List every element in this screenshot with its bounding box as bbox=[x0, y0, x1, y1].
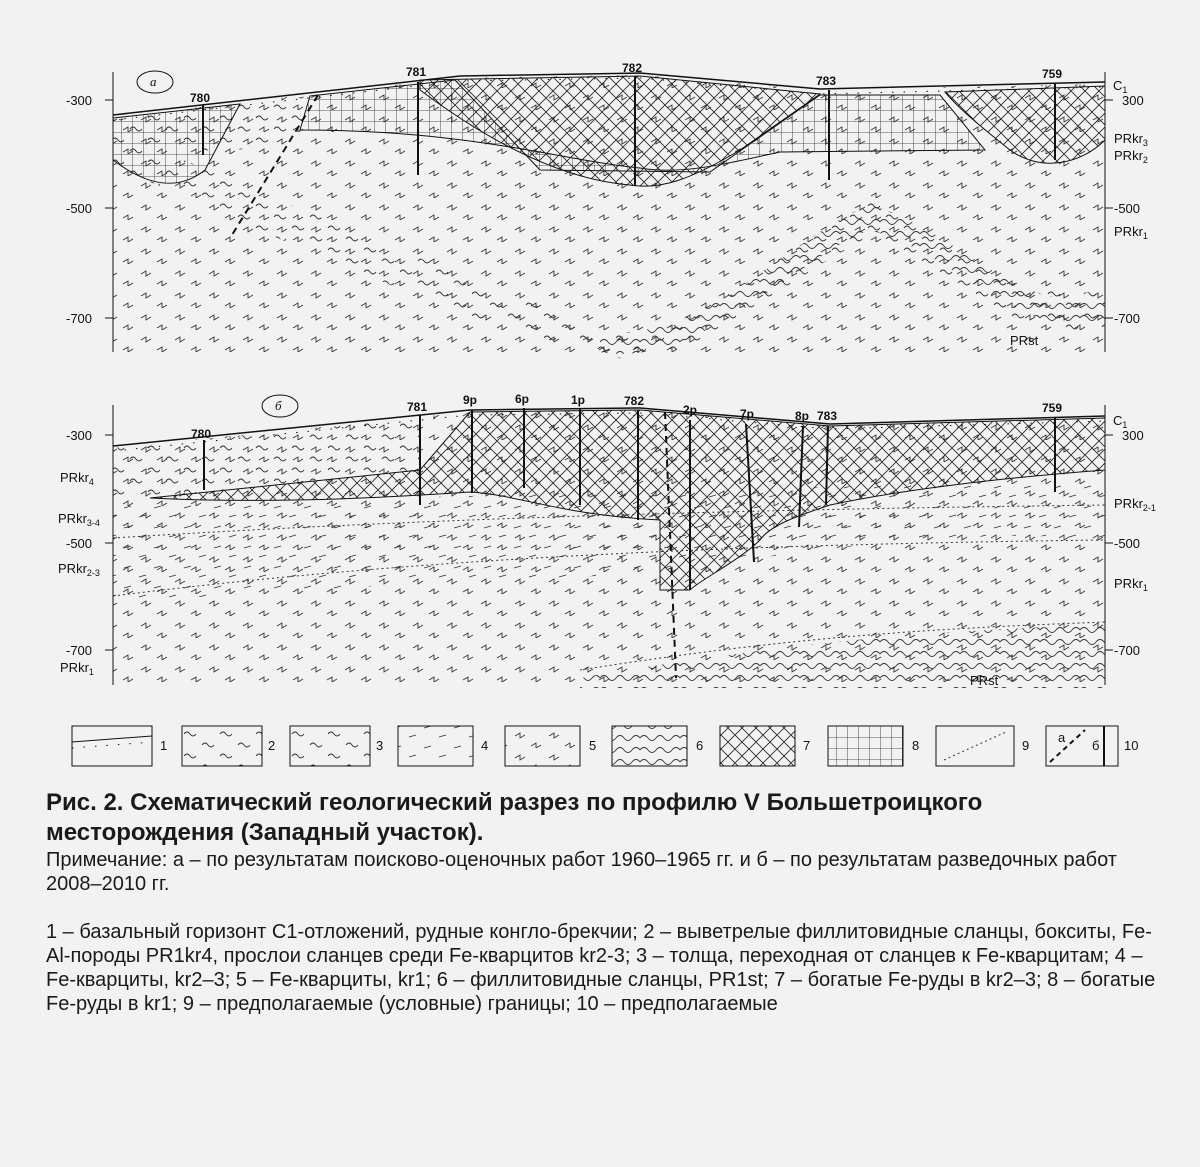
panel-a-well-label: 780 bbox=[190, 91, 211, 105]
panel-a-depth-right: -500 bbox=[1114, 201, 1141, 216]
panel-a-depth-left: -500 bbox=[66, 201, 93, 216]
svg-text:9: 9 bbox=[1022, 738, 1030, 753]
panel-a-unit-c1: $C_1$ bbox=[1113, 78, 1128, 95]
panel-a-depth-left: -700 bbox=[66, 311, 93, 326]
legend-item-3 bbox=[290, 726, 383, 766]
panel-b-well-label: 783 bbox=[817, 409, 838, 423]
panel-b-unit-right: PRkr$_{2-1}$ bbox=[1114, 496, 1156, 513]
panel-b-well-label: 782 bbox=[624, 394, 645, 408]
caption-note: Примечание: а – по результатам поисково-оценочных работ 1960–1965 гг. и б – по результатам разведочных работ 2008–2010 гг. bbox=[46, 849, 1117, 895]
panel-b-unit-left: PRkr$_{2-3}$ bbox=[58, 561, 100, 578]
svg-text:3: 3 bbox=[376, 738, 384, 753]
panel-b-unit-left: PRkr$_{3-4}$ bbox=[58, 511, 100, 528]
panel-b-well-label: 781 bbox=[407, 400, 428, 414]
legend-item-8 bbox=[828, 726, 919, 766]
panel-b-depth-right: -500 bbox=[1114, 536, 1141, 551]
legend-item-9 bbox=[936, 726, 1029, 766]
figure-caption bbox=[46, 788, 1166, 1016]
panel-b bbox=[58, 392, 1156, 688]
caption-legend-text: 1 – базальный горизонт С1-отложений, рудные конгло-брекчии; 2 – выветрелые филлитовидные сланцы, бокситы, Fe-Al-породы PR1kr4, прослои сланцев среди Fe-кварцитов kr2-3; 3 – толща, переходная от сланцев к Fe-кварцитам; 4 – Fe-кварциты, kr2–3; 5 – Fe-кварциты, kr1; 6 – филлитовидные сланцы, PR1st; 7 – богатые Fe-руды в kr2–3; 8 – богатые Fe-руды в kr1; 9 – предполагаемые (условные) границы; 10 – предполагаемые bbox=[46, 921, 1156, 1015]
panel-b-well-label: 6р bbox=[515, 392, 530, 406]
panel-a bbox=[66, 61, 1148, 358]
panel-a-tag: а bbox=[150, 74, 157, 89]
panel-b-well-label: 8р bbox=[795, 409, 810, 423]
panel-a-unit-kr3: PRkr$_3$ bbox=[1114, 131, 1148, 148]
panel-b-well-label: 2р bbox=[683, 403, 698, 417]
svg-text:7: 7 bbox=[803, 738, 811, 753]
panel-a-unit-st: PRst bbox=[1010, 333, 1039, 348]
panel-a-unit-kr2: PRkr$_2$ bbox=[1114, 148, 1148, 165]
svg-text:4: 4 bbox=[481, 738, 489, 753]
panel-b-well-label: 9р bbox=[463, 393, 478, 407]
panel-b-depth-left: -500 bbox=[66, 536, 93, 551]
panel-a-unit-kr1: PRkr$_1$ bbox=[1114, 224, 1148, 241]
panel-a-well-label: 759 bbox=[1042, 67, 1063, 81]
legend-item-7 bbox=[720, 726, 810, 766]
panel-a-well-label: 782 bbox=[622, 61, 643, 75]
legend-item-1 bbox=[72, 726, 167, 766]
svg-text:8: 8 bbox=[912, 738, 920, 753]
panel-b-depth-left: -300 bbox=[66, 428, 93, 443]
legend bbox=[72, 726, 1138, 766]
panel-b-unit-st: PRst bbox=[970, 673, 999, 688]
panel-a-depth-right: 300 bbox=[1122, 93, 1144, 108]
svg-text:5: 5 bbox=[589, 738, 597, 753]
panel-b-unit-left: PRkr$_4$ bbox=[60, 470, 94, 487]
svg-text:а: а bbox=[1058, 730, 1066, 745]
panel-b-unit-c1: $C_1$ bbox=[1113, 413, 1128, 430]
panel-a-well-label: 781 bbox=[406, 65, 427, 79]
panel-b-depth-left: -700 bbox=[66, 643, 93, 658]
panel-a-well-label: 783 bbox=[816, 74, 837, 88]
legend-item-6 bbox=[612, 726, 703, 766]
legend-item-10 bbox=[1046, 726, 1138, 766]
panel-b-well-label: 7р bbox=[740, 407, 755, 421]
svg-text:1: 1 bbox=[160, 738, 168, 753]
svg-text:6: 6 bbox=[696, 738, 704, 753]
caption-title: Рис. 2. Схематический геологический разрез по профилю V Большетроицкого месторождения (Западный участок). bbox=[46, 789, 983, 846]
legend-item-2 bbox=[182, 726, 275, 766]
panel-b-unit-right: PRkr$_1$ bbox=[1114, 576, 1148, 593]
panel-b-well-label: 780 bbox=[191, 427, 212, 441]
panel-b-depth-right: 300 bbox=[1122, 428, 1144, 443]
svg-text:10: 10 bbox=[1124, 738, 1139, 753]
legend-item-5 bbox=[505, 726, 596, 766]
svg-text:2: 2 bbox=[268, 738, 276, 753]
panel-a-depth-right: -700 bbox=[1114, 311, 1141, 326]
panel-b-tag: б bbox=[275, 398, 282, 413]
panel-b-unit-left: PRkr$_1$ bbox=[60, 660, 94, 677]
panel-a-depth-left: -300 bbox=[66, 93, 93, 108]
svg-text:б: б bbox=[1092, 738, 1100, 753]
legend-item-4 bbox=[398, 726, 488, 766]
panel-b-well-label: 1р bbox=[571, 393, 586, 407]
panel-b-well-label: 759 bbox=[1042, 401, 1063, 415]
panel-b-depth-right: -700 bbox=[1114, 643, 1141, 658]
